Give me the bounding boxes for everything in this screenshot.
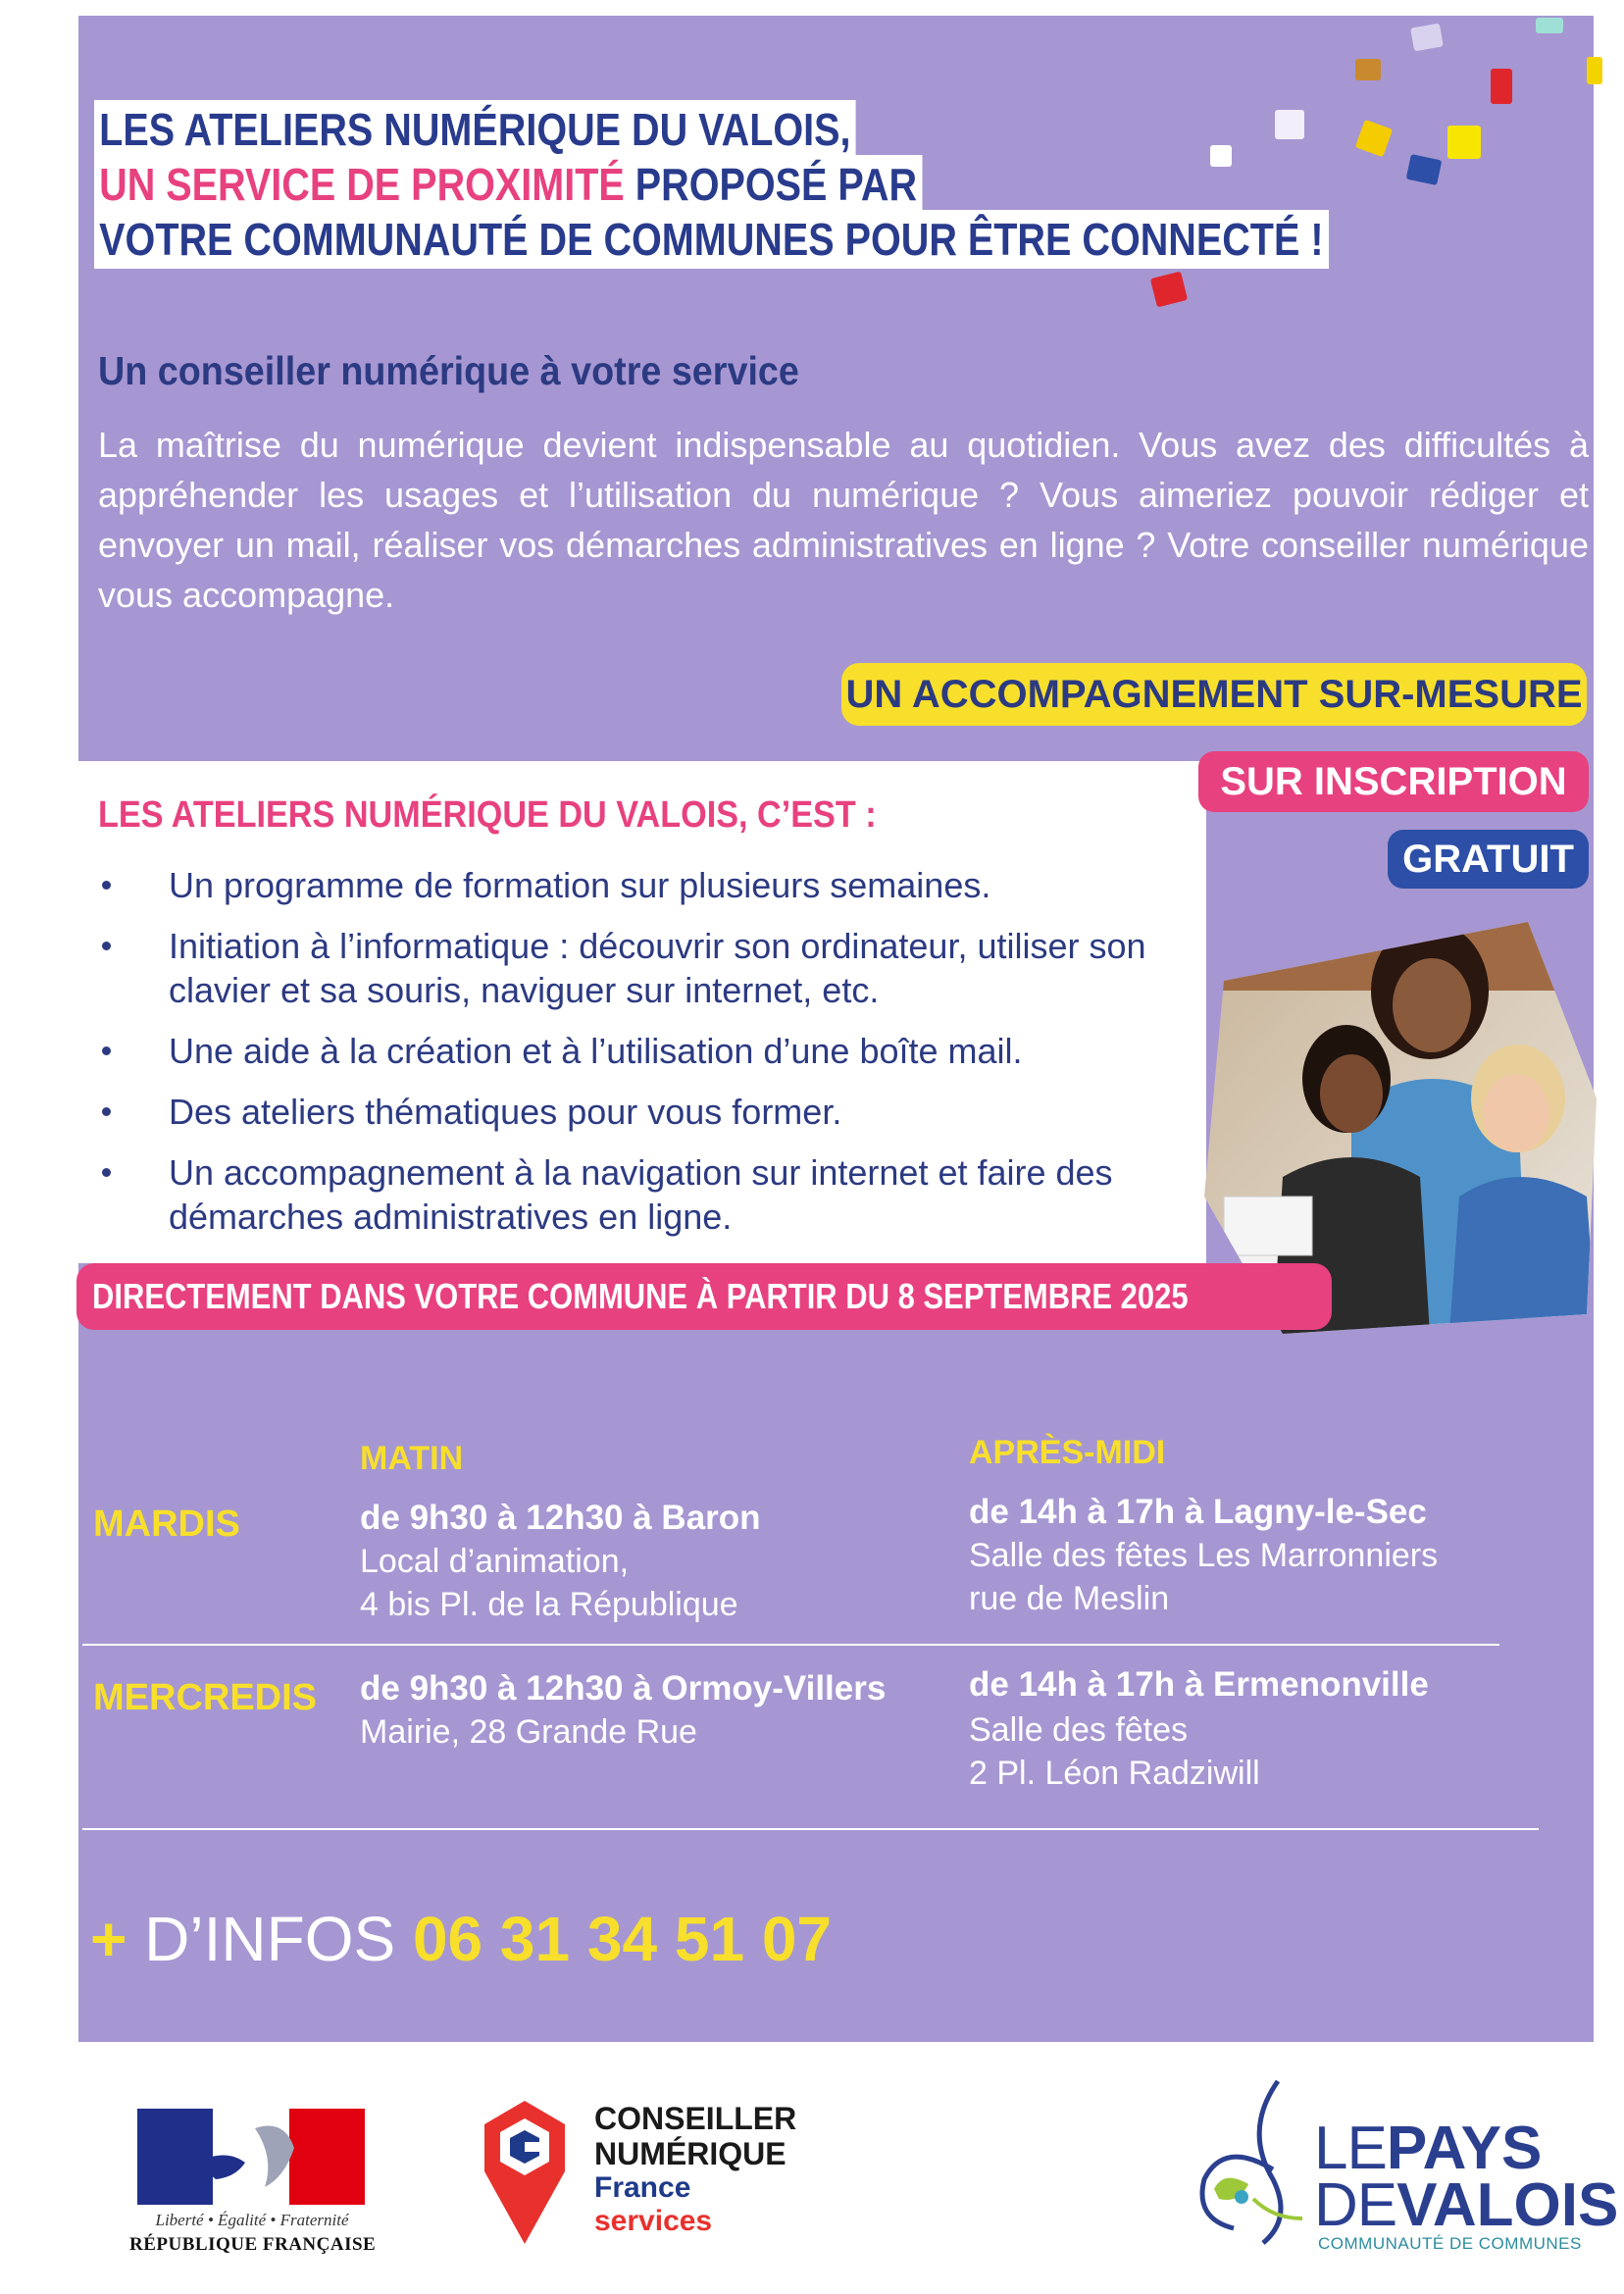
republique-name: RÉPUBLIQUE FRANÇAISE	[129, 2234, 377, 2255]
slot-title: de 14h à 17h à Lagny-le-Sec	[969, 1493, 1427, 1531]
list-item	[98, 1150, 1187, 1239]
headline-line-1: LES ATELIERS NUMÉRIQUE DU VALOIS,	[94, 100, 856, 159]
slot-line: Salle des fêtes	[969, 1711, 1189, 1749]
marianne-logo	[137, 2109, 365, 2205]
list-item-text: Des ateliers thématiques pour vous former.	[169, 1092, 842, 1132]
pays-valois-line-2	[1314, 2171, 1619, 2239]
services-label: services	[594, 2205, 713, 2237]
intro-paragraph: La maîtrise du numérique devient indispensable au quotidien. Vous avez des difficultés à appréhender les usages et l’utilisation du numérique ? Vous aimeriez pouvoir rédiger et envoyer un mail, réaliser vos démarches administratives en ligne ? Votre conseiller numérique vous accompagne.	[98, 425, 1589, 615]
list-item-text: Un accompagnement à la navigation sur internet et faire des démarches administratives en ligne.	[169, 1152, 1113, 1237]
de-label: DE	[1314, 2171, 1397, 2239]
bullet-dot	[102, 1046, 111, 1055]
start-date-banner	[76, 1263, 1332, 1330]
pays-valois-subtitle: COMMUNAUTÉ DE COMMUNES	[1318, 2234, 1582, 2253]
contact-info	[90, 1903, 832, 1975]
republique-motto: Liberté • Égalité • Fraternité	[155, 2211, 349, 2229]
phone-number[interactable]: 06 31 34 51 07	[412, 1904, 832, 1974]
slot-title: de 14h à 17h à Ermenonville	[969, 1665, 1429, 1704]
contact-label: D’INFOS	[127, 1904, 413, 1974]
slot-line: Local d’animation,	[360, 1543, 630, 1580]
divider	[82, 1644, 1499, 1646]
pays-label: PAYS	[1386, 2115, 1543, 2182]
slot-line: 2 Pl. Léon Radziwill	[969, 1755, 1260, 1792]
list-item-text: Initiation à l’informatique : découvrir son ordinateur, utiliser son clavier et sa souris, naviguer sur internet, etc.	[169, 926, 1146, 1010]
slot-line: rue de Meslin	[969, 1580, 1170, 1617]
list-item	[98, 863, 1187, 907]
list-item-text: Une aide à la création et à l’utilisation d’une boîte mail.	[169, 1031, 1023, 1071]
tag-sur-mesure: UN ACCOMPAGNEMENT SUR-MESURE	[841, 663, 1587, 726]
pays-valois-line-1	[1314, 2115, 1543, 2182]
bullet-dot	[102, 1107, 111, 1116]
features-title: LES ATELIERS NUMÉRIQUE DU VALOIS, C’EST :	[98, 794, 877, 836]
headline-line-2-rest: PROPOSÉ PAR	[624, 159, 918, 210]
list-item	[98, 1090, 1187, 1134]
slot-title: de 9h30 à 12h30 à Ormoy-Villers	[360, 1669, 887, 1708]
valois-label: VALOIS	[1396, 2171, 1619, 2239]
day-label: MERCREDIS	[93, 1677, 318, 1718]
divider	[82, 1828, 1539, 1830]
tag-gratuit: GRATUIT	[1388, 830, 1589, 889]
plus-sign: +	[90, 1904, 127, 1974]
fleur-de-lys-emblem	[1185, 2071, 1322, 2248]
conseiller-line-1: CONSEILLER	[594, 2101, 797, 2136]
conseiller-numerique-pin-icon	[481, 2099, 569, 2246]
list-item	[98, 1029, 1187, 1073]
slot-line: Mairie, 28 Grande Rue	[360, 1713, 697, 1751]
section-title: Un conseiller numérique à votre service	[98, 348, 799, 393]
column-header-afternoon: APRÈS-MIDI	[969, 1434, 1166, 1471]
headline-line-3: VOTRE COMMUNAUTÉ DE COMMUNES POUR ÊTRE CONNECTÉ !	[94, 210, 1329, 269]
banner-text: DIRECTEMENT DANS VOTRE COMMUNE À PARTIR DU 8 SEPTEMBRE 2025	[92, 1276, 1189, 1316]
list-item-text: Un programme de formation sur plusieurs semaines.	[169, 865, 991, 905]
bullet-dot	[102, 942, 111, 950]
list-item	[98, 924, 1187, 1012]
slot-line: Salle des fêtes Les Marronniers	[969, 1537, 1439, 1574]
day-label: MARDIS	[93, 1504, 240, 1545]
tag-sur-inscription: SUR INSCRIPTION	[1198, 751, 1589, 812]
le-label: LE	[1314, 2115, 1387, 2182]
france-label: France	[594, 2171, 691, 2204]
slot-line: 4 bis Pl. de la République	[360, 1586, 738, 1623]
features-list	[98, 863, 1187, 1255]
conseiller-line-2: NUMÉRIQUE	[594, 2136, 787, 2171]
bullet-dot	[102, 881, 111, 890]
headline-highlight: UN SERVICE DE PROXIMITÉ	[99, 159, 625, 210]
column-header-morning: MATIN	[360, 1440, 464, 1477]
slot-title: de 9h30 à 12h30 à Baron	[360, 1499, 761, 1537]
headline-line-2	[94, 155, 922, 214]
bullet-dot	[102, 1168, 111, 1177]
